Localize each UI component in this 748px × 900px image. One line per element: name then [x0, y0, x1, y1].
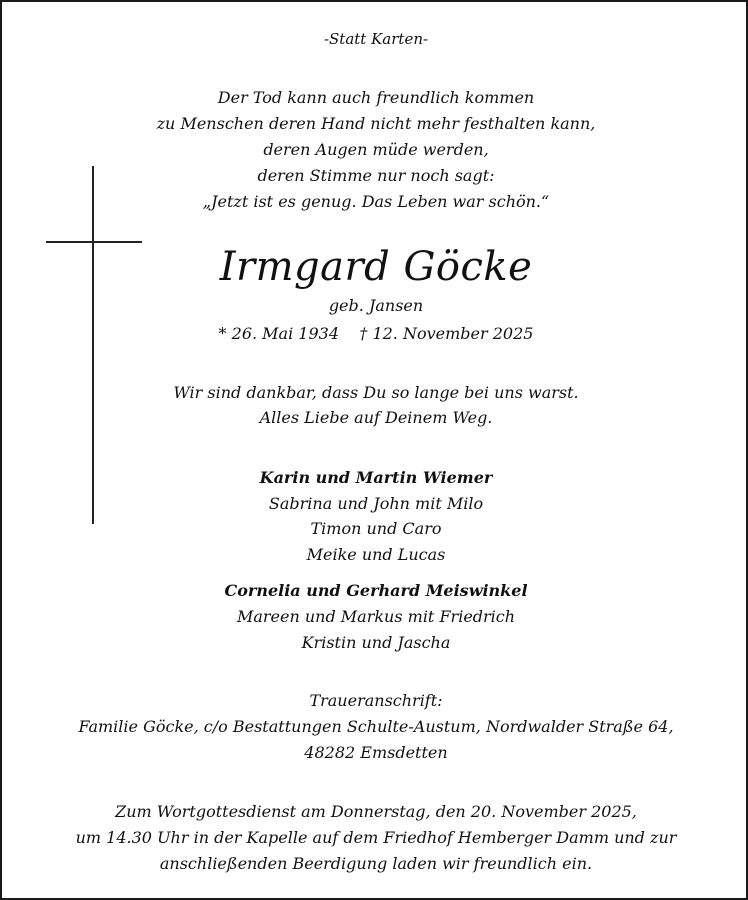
deceased-name: Irmgard Göcke — [219, 244, 533, 290]
family-2-member: Mareen und Markus mit Friedrich — [236, 607, 516, 626]
family-1-head: Karin und Martin Wiemer — [259, 468, 493, 487]
service-line-2: um 14.30 Uhr in der Kapelle auf dem Friedhof Hemberger Damm und zur — [75, 828, 677, 847]
family-2-head: Cornelia und Gerhard Meiswinkel — [224, 581, 528, 600]
family-2-member: Kristin und Jascha — [301, 633, 451, 652]
farewell-line-1: Wir sind dankbar, dass Du so lange bei uns warst. — [173, 383, 579, 402]
family-1-member: Sabrina und John mit Milo — [268, 494, 484, 513]
service-line-3: anschließenden Beerdigung laden wir freundlich ein. — [159, 854, 593, 873]
poem-line-3: deren Augen müde werden, — [263, 140, 489, 159]
family-1-member: Meike und Lucas — [306, 545, 446, 564]
address-label: Traueranschrift: — [309, 691, 443, 710]
service-line-1: Zum Wortgottesdienst am Donnerstag, den 20. November 2025, — [115, 802, 637, 821]
poem-line-2: zu Menschen deren Hand nicht mehr festhalten kann, — [156, 114, 596, 133]
poem-line-1: Der Tod kann auch freundlich kommen — [217, 88, 535, 107]
poem-line-4: deren Stimme nur noch sagt: — [257, 166, 495, 185]
family-1-member: Timon und Caro — [310, 519, 442, 538]
farewell-line-2: Alles Liebe auf Deinem Weg. — [259, 408, 493, 427]
poem-line-5: „Jetzt ist es genug. Das Leben war schön.“ — [202, 192, 550, 211]
statt-karten: -Statt Karten- — [323, 30, 429, 48]
cross-icon-bar — [46, 241, 142, 243]
address-line-1: Familie Göcke, c/o Bestattungen Schulte-Austum, Nordwalder Straße 64, — [78, 717, 674, 736]
life-dates: * 26. Mai 1934 † 12. November 2025 — [218, 324, 534, 343]
address-line-2: 48282 Emsdetten — [304, 743, 448, 762]
maiden-name: geb. Jansen — [328, 296, 424, 315]
